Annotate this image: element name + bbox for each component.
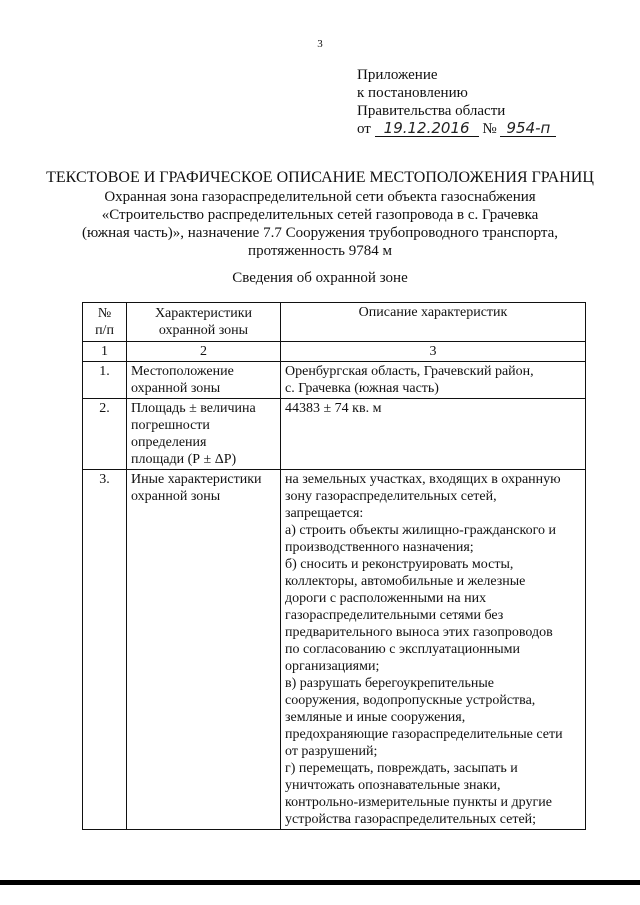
row-number: 2. xyxy=(83,399,127,470)
page-number: 3 xyxy=(317,38,323,50)
text-line: площади (Р ± ΔР) xyxy=(131,452,237,467)
index-cell: 1 xyxy=(83,342,127,362)
document-heading xyxy=(40,168,600,260)
text-line: 44383 ± 74 кв. м xyxy=(285,401,382,416)
index-cell: 3 xyxy=(281,342,586,362)
text-line: на земельных участках, входящих в охранную xyxy=(285,472,561,487)
text-line: охранной зоны xyxy=(131,381,221,396)
appendix-date-line xyxy=(357,120,556,138)
text-line: б) сносить и реконструировать мосты, xyxy=(285,557,514,572)
appendix-block xyxy=(357,66,556,138)
row-characteristic xyxy=(127,399,281,470)
row-characteristic xyxy=(127,470,281,830)
index-cell: 2 xyxy=(127,342,281,362)
table-index-row xyxy=(83,342,586,362)
text-line: уничтожать опознавательные знаки, xyxy=(285,778,501,793)
text-line: г) перемещать, повреждать, засыпать и xyxy=(285,761,518,776)
table-row xyxy=(83,470,586,830)
zone-info-table xyxy=(82,302,586,830)
header-description xyxy=(281,303,586,342)
appendix-line-2: к постановлению xyxy=(357,85,468,101)
text-line: Площадь ± величина xyxy=(131,401,256,416)
subtitle-line-3: (южная часть)», назначение 7.7 Сооружения трубопроводного транспорта, xyxy=(81,225,559,241)
handwritten-date: 19.12.2016 xyxy=(375,120,479,137)
header-description-text: Описание характеристик xyxy=(358,305,508,320)
text-line: производственного назначения; xyxy=(285,540,474,555)
row-number: 3. xyxy=(83,470,127,830)
bottom-scan-edge xyxy=(0,880,640,885)
section-title: Сведения об охранной зоне xyxy=(232,270,408,286)
text-line: коллекторы, автомобильные и железные xyxy=(285,574,526,589)
text-line: устройства газораспределительных сетей; xyxy=(285,812,537,827)
subtitle-line-2: «Строительство распределительных сетей газопровода в с. Грачевка xyxy=(101,207,539,223)
header-characteristics xyxy=(127,303,281,342)
number-prefix: № xyxy=(482,121,497,137)
text-line: земляные и иные сооружения, xyxy=(285,710,466,725)
header-characteristics-line-2: охранной зоны xyxy=(158,323,249,338)
header-number-line-2: п/п xyxy=(95,323,114,338)
text-line: погрешности xyxy=(131,418,210,433)
table-row xyxy=(83,362,586,399)
text-line: а) строить объекты жилищно-гражданского и xyxy=(285,523,556,538)
row-description xyxy=(281,362,586,399)
text-line: Иные характеристики xyxy=(131,472,262,487)
table-row xyxy=(83,399,586,470)
table-header-row xyxy=(83,303,586,342)
text-line: запрещается: xyxy=(285,506,364,521)
row-description xyxy=(281,470,586,830)
header-number xyxy=(83,303,127,342)
text-line: по согласованию с эксплуатационными xyxy=(285,642,520,657)
text-line: охранной зоны xyxy=(131,489,221,504)
main-title: ТЕКСТОВОЕ И ГРАФИЧЕСКОЕ ОПИСАНИЕ МЕСТОПОЛОЖЕНИЯ ГРАНИЦ xyxy=(46,169,594,186)
row-number: 1. xyxy=(83,362,127,399)
text-line: сооружения, водопропускные устройства, xyxy=(285,693,536,708)
text-line: Местоположение xyxy=(131,364,234,379)
date-prefix: от xyxy=(357,121,371,137)
text-line: дороги с расположенными на них xyxy=(285,591,487,606)
header-number-line-1: № xyxy=(97,306,112,321)
text-line: организациями; xyxy=(285,659,380,674)
text-line: предохраняющие газораспределительные сети xyxy=(285,727,563,742)
header-characteristics-line-1: Характеристики xyxy=(154,306,253,321)
text-line: определения xyxy=(131,435,207,450)
text-line: контрольно-измерительные пункты и другие xyxy=(285,795,552,810)
row-description xyxy=(281,399,586,470)
text-line: зону газораспределительных сетей, xyxy=(285,489,497,504)
appendix-line-1: Приложение xyxy=(357,67,438,83)
text-line: предварительного выноса этих газопроводов xyxy=(285,625,553,640)
text-line: в) разрушать берегоукрепительные xyxy=(285,676,495,691)
text-line: газораспределительными сетями без xyxy=(285,608,504,623)
handwritten-number: 954-п xyxy=(500,120,556,137)
text-line: с. Грачевка (южная часть) xyxy=(285,381,439,396)
text-line: Оренбургская область, Грачевский район, xyxy=(285,364,534,379)
subtitle-line-1: Охранная зона газораспределительной сети объекта газоснабжения xyxy=(104,189,536,205)
appendix-line-3: Правительства области xyxy=(357,103,506,119)
text-line: от разрушений; xyxy=(285,744,378,759)
row-characteristic xyxy=(127,362,281,399)
subtitle-line-4: протяженность 9784 м xyxy=(248,243,392,259)
